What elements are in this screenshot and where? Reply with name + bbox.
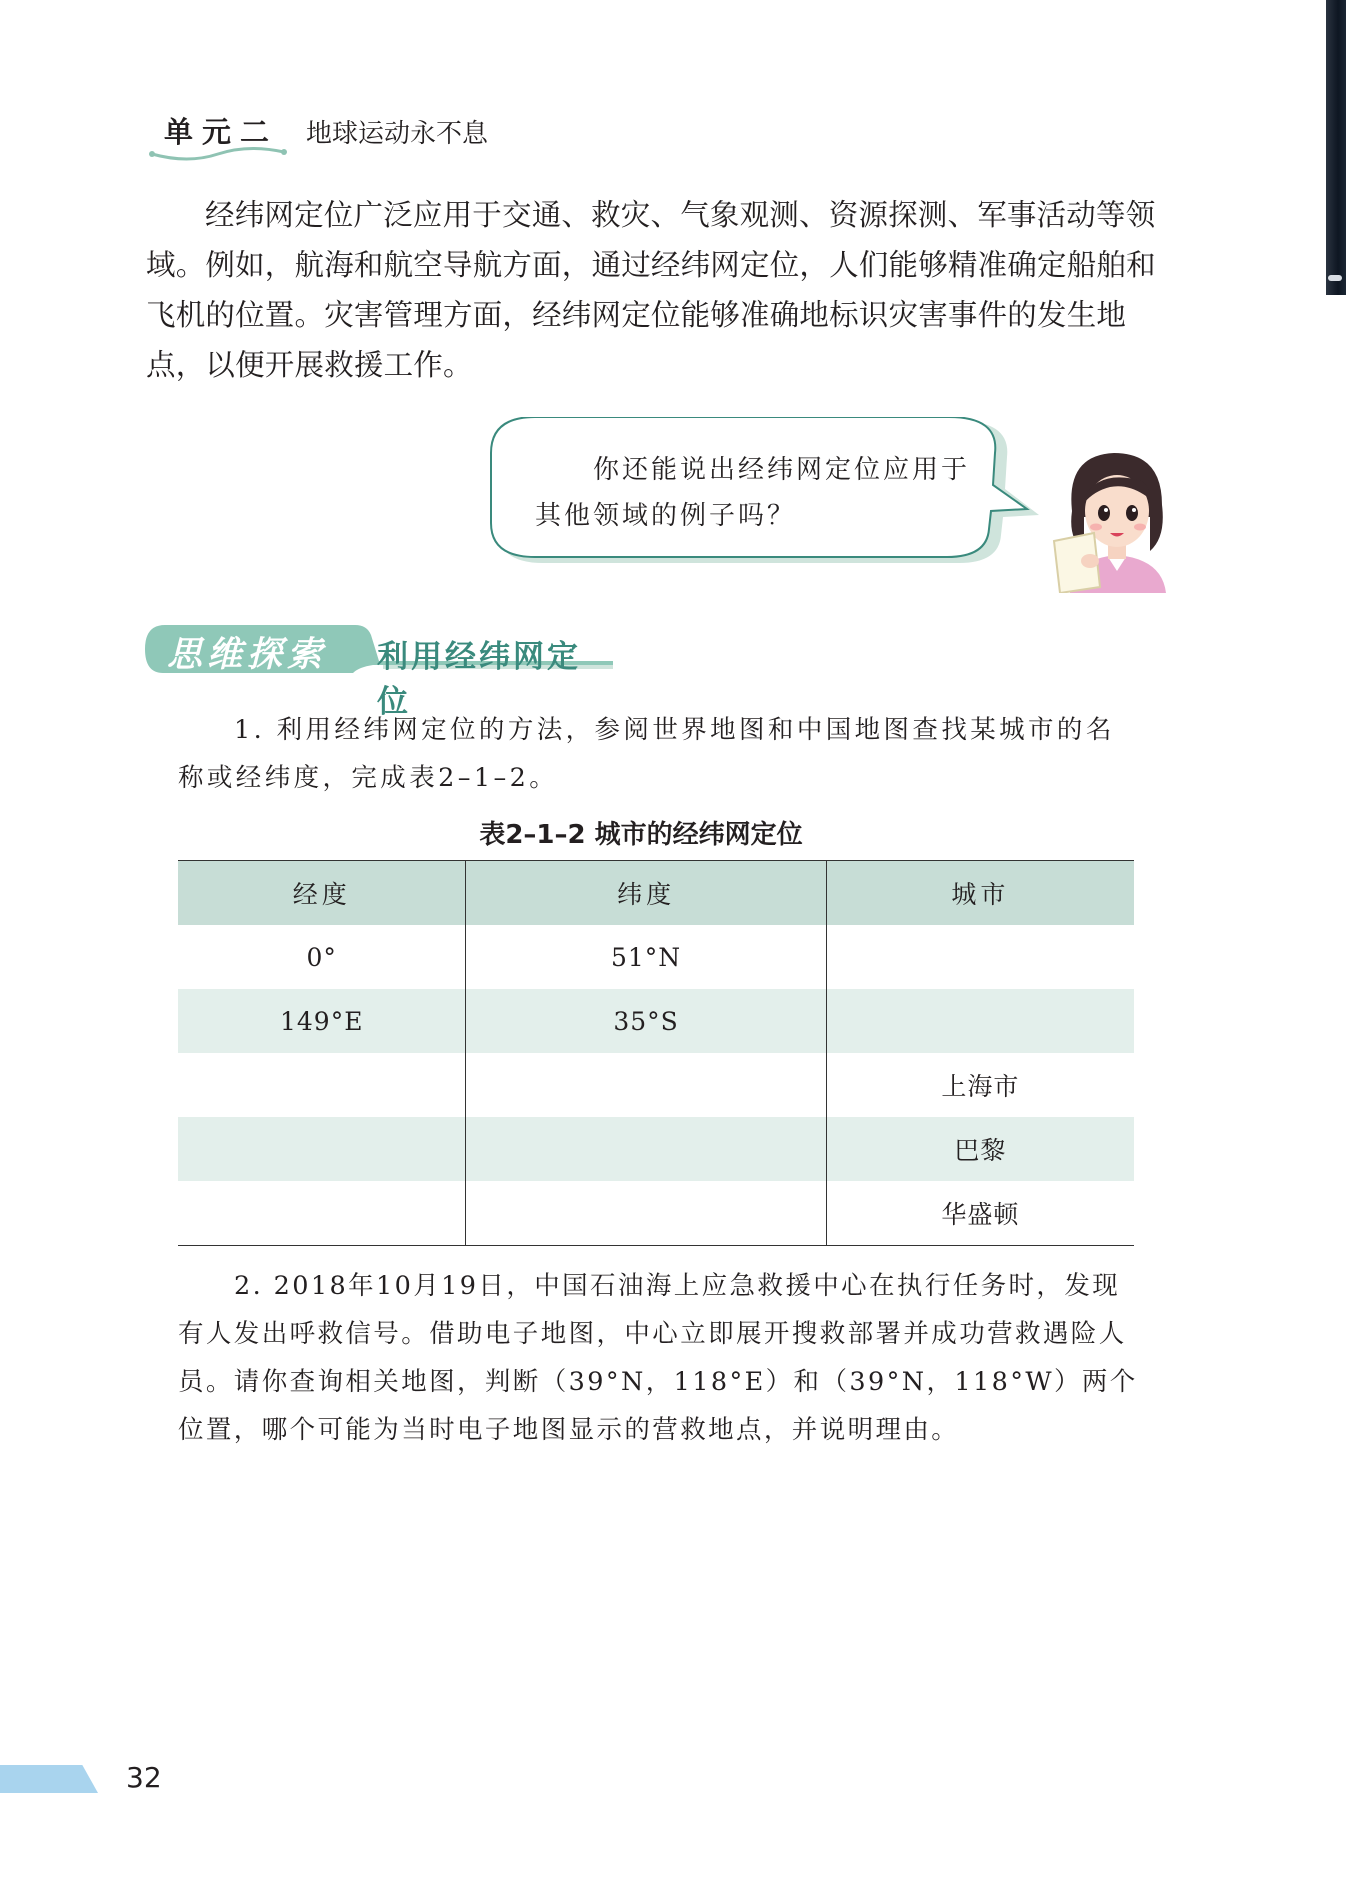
cell-longitude[interactable]	[178, 1053, 466, 1117]
cell-latitude[interactable]	[466, 1053, 826, 1117]
cell-latitude[interactable]: 51°N	[466, 925, 826, 989]
header-latitude: 纬度	[466, 861, 826, 926]
section-banner	[143, 621, 613, 720]
table-row	[178, 925, 1134, 989]
cell-city[interactable]: 上海市	[826, 1053, 1134, 1117]
speech-bubble-text: 你还能说出经纬网定位应用于其他领域的例子吗？	[535, 455, 971, 531]
cell-longitude[interactable]	[178, 1117, 466, 1181]
cell-longitude[interactable]: 0°	[306, 942, 337, 972]
section-title: 利用经纬网定位	[377, 639, 581, 720]
cell-city[interactable]	[826, 989, 1134, 1053]
page-number: 32	[126, 1761, 162, 1794]
cell-city[interactable]: 巴黎	[826, 1117, 1134, 1181]
table-row	[178, 1053, 1134, 1117]
speech-bubble	[483, 417, 1043, 567]
cell-city[interactable]	[826, 925, 1134, 989]
table-row	[178, 1181, 1134, 1246]
page-edge-image-strip	[1326, 0, 1346, 295]
question-1: 1. 利用经纬网定位的方法，参阅世界地图和中国地图查找某城市的名称或经纬度，完成表2–1–2。	[178, 715, 1115, 793]
unit-title: 地球运动永不息	[306, 119, 489, 149]
cell-latitude[interactable]	[466, 1181, 826, 1246]
page-tab-marker	[0, 1765, 98, 1793]
section-tag: 思维探索	[167, 635, 328, 675]
table-caption: 表2–1–2 城市的经纬网定位	[479, 820, 803, 850]
table-header-row	[178, 861, 1134, 926]
city-coordinates-table	[178, 860, 1134, 1246]
header-city: 城市	[826, 861, 1134, 926]
teacher-illustration	[1050, 447, 1185, 593]
cell-latitude[interactable]: 35°S	[466, 989, 826, 1053]
unit-header	[148, 108, 568, 168]
cell-latitude[interactable]	[466, 1117, 826, 1181]
intro-paragraph: 经纬网定位广泛应用于交通、救灾、气象观测、资源探测、军事活动等领域。例如，航海和航空导航方面，通过经纬网定位，人们能够精准确定船舶和飞机的位置。灾害管理方面，经纬网定位能够准确地标识灾害事件的发生地点，以便开展救援工作。	[146, 198, 1156, 382]
table-row	[178, 1117, 1134, 1181]
cell-longitude[interactable]: 149°E	[178, 989, 466, 1053]
unit-label: 单元二	[164, 115, 279, 149]
question-2: 2. 2018年10月19日，中国石油海上应急救援中心在执行任务时，发现有人发出呼救信号。借助电子地图，中心立即展开搜救部署并成功营救遇险人员。请你查询相关地图，判断（39°N，118°E）和（39°N，118°W）两个位置，哪个可能为当时电子地图显示的营救地点，并说明理由。	[178, 1271, 1138, 1445]
header-longitude: 经度	[178, 861, 466, 926]
table-row	[178, 989, 1134, 1053]
cell-longitude[interactable]	[178, 1181, 466, 1246]
cell-city[interactable]: 华盛顿	[826, 1181, 1134, 1246]
